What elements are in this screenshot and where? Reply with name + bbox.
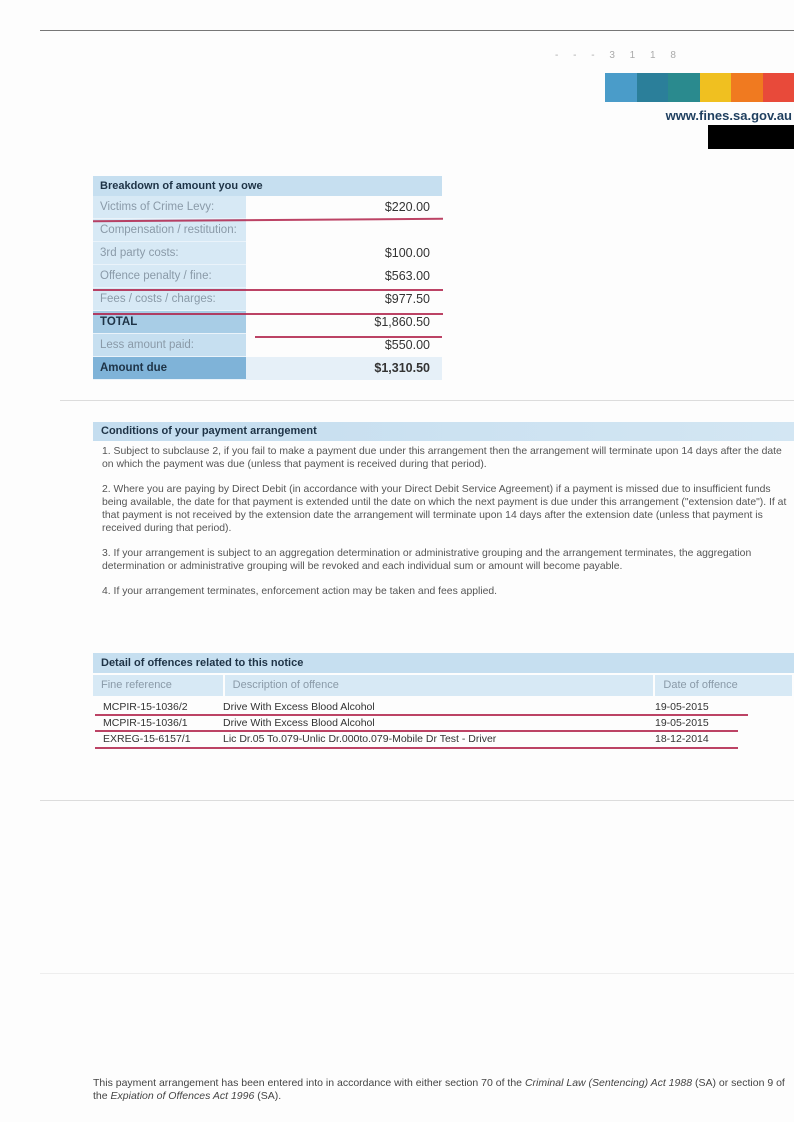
column-header-date: Date of offence: [655, 675, 792, 696]
breakdown-row: [93, 242, 442, 265]
table-row: [93, 699, 794, 715]
breakdown-value: $977.50: [384, 292, 430, 306]
pen-underline: [255, 336, 442, 338]
amount-due-value: $1,310.50: [246, 357, 442, 380]
brand-color-bars: [605, 73, 794, 102]
offence-description: Drive With Excess Blood Alcohol: [223, 717, 375, 729]
offence-description: Drive With Excess Blood Alcohol: [223, 701, 375, 713]
legal-footer: [93, 1077, 793, 1103]
condition-item: 1. Subject to subclause 2, if you fail to make a payment due under this arrangement then the arrangement will terminate upon 14 days after the date on which the payment was due (unless that payment is received during that period).: [102, 446, 782, 470]
website-link[interactable]: www.fines.sa.gov.au: [665, 108, 792, 123]
breakdown-row: [93, 196, 442, 219]
color-bar: [605, 73, 637, 102]
offence-date: 19-05-2015: [655, 717, 709, 729]
act-name: Criminal Law (Sentencing) Act 1988: [524, 1077, 693, 1089]
color-bar: [700, 73, 732, 102]
less-paid-value: $550.00: [384, 338, 430, 352]
column-header-description: Description of offence: [225, 675, 654, 696]
breakdown-label: Fees / costs / charges:: [93, 288, 246, 311]
redaction-block: [708, 125, 794, 149]
top-rule: [40, 30, 794, 31]
breakdown-row: [93, 288, 442, 311]
fine-reference: MCPIR-15-1036/2: [103, 701, 188, 713]
offences-title: Detail of offences related to this notice: [93, 653, 794, 673]
scan-smudge: [60, 400, 794, 401]
footer-text: This payment arrangement has been entered into in accordance with either section 70 of the: [93, 1077, 525, 1089]
pen-underline: [95, 747, 738, 749]
total-label: TOTAL: [93, 311, 246, 334]
amount-due-label: Amount due: [93, 357, 246, 380]
breakdown-title: Breakdown of amount you owe: [93, 176, 442, 196]
breakdown-table: [93, 176, 442, 380]
offence-date: 19-05-2015: [655, 701, 709, 713]
breakdown-value: $563.00: [384, 269, 430, 283]
column-header-fine-reference: Fine reference: [93, 675, 223, 696]
breakdown-label: 3rd party costs:: [93, 242, 246, 265]
fine-reference: EXREG-15-6157/1: [103, 733, 191, 745]
breakdown-amount-due-row: [93, 357, 442, 380]
condition-item: 2. Where you are paying by Direct Debit (in accordance with your Direct Debit Service Agreement) if a payment is missed due to insufficient funds being available, the date for that payment is extended until the date on which the next payment is due under this arrangement ("extension date"). If at that payment is not received by the extension date the arrangement will terminate upon 14 days after the extension date (unless that payment is received during that period).: [102, 484, 787, 534]
condition-item: 3. If your arrangement is subject to an aggregation determination or administrative grouping and the arrangement terminates, the aggregation determination or administrative grouping will be revoked and each individual sum or amount will become payable.: [102, 548, 752, 572]
pen-underline: [95, 714, 748, 716]
breakdown-row: [93, 219, 442, 242]
scan-mark: - - - 3 1 1 8: [555, 50, 682, 61]
breakdown-value: [246, 219, 442, 242]
pen-underline: [95, 730, 738, 732]
footer-text: (SA) or section 9 of the: [93, 1077, 785, 1102]
conditions-title: Conditions of your payment arrangement: [93, 422, 794, 441]
color-bar: [731, 73, 763, 102]
offences-table: [93, 699, 794, 747]
breakdown-row: [93, 265, 442, 288]
offence-date: 18-12-2014: [655, 733, 709, 745]
pen-underline: [93, 313, 443, 315]
table-row: [93, 715, 794, 731]
breakdown-value: $100.00: [384, 246, 430, 260]
footer-text: (SA).: [254, 1090, 282, 1102]
act-name: Expiation of Offences Act 1996: [110, 1090, 255, 1102]
pen-underline: [93, 289, 443, 291]
color-bar: [637, 73, 669, 102]
color-bar: [763, 73, 794, 102]
conditions-list: [102, 445, 792, 610]
color-bar: [668, 73, 700, 102]
breakdown-label: Offence penalty / fine:: [93, 265, 246, 288]
less-paid-label: Less amount paid:: [93, 334, 246, 357]
offence-description: Lic Dr.05 To.079-Unlic Dr.000to.079-Mobile Dr Test - Driver: [223, 733, 497, 745]
scan-smudge: [40, 800, 794, 801]
fine-reference: MCPIR-15-1036/1: [103, 717, 188, 729]
breakdown-value: $220.00: [384, 200, 430, 214]
breakdown-label: Compensation / restitution:: [93, 219, 246, 242]
table-row: [93, 731, 794, 747]
offences-column-headers: [93, 675, 794, 696]
breakdown-label: Victims of Crime Levy:: [93, 196, 246, 219]
condition-item: 4. If your arrangement terminates, enforcement action may be taken and fees applied.: [102, 586, 498, 597]
scan-smudge: [40, 973, 794, 974]
total-value: $1,860.50: [374, 315, 430, 329]
